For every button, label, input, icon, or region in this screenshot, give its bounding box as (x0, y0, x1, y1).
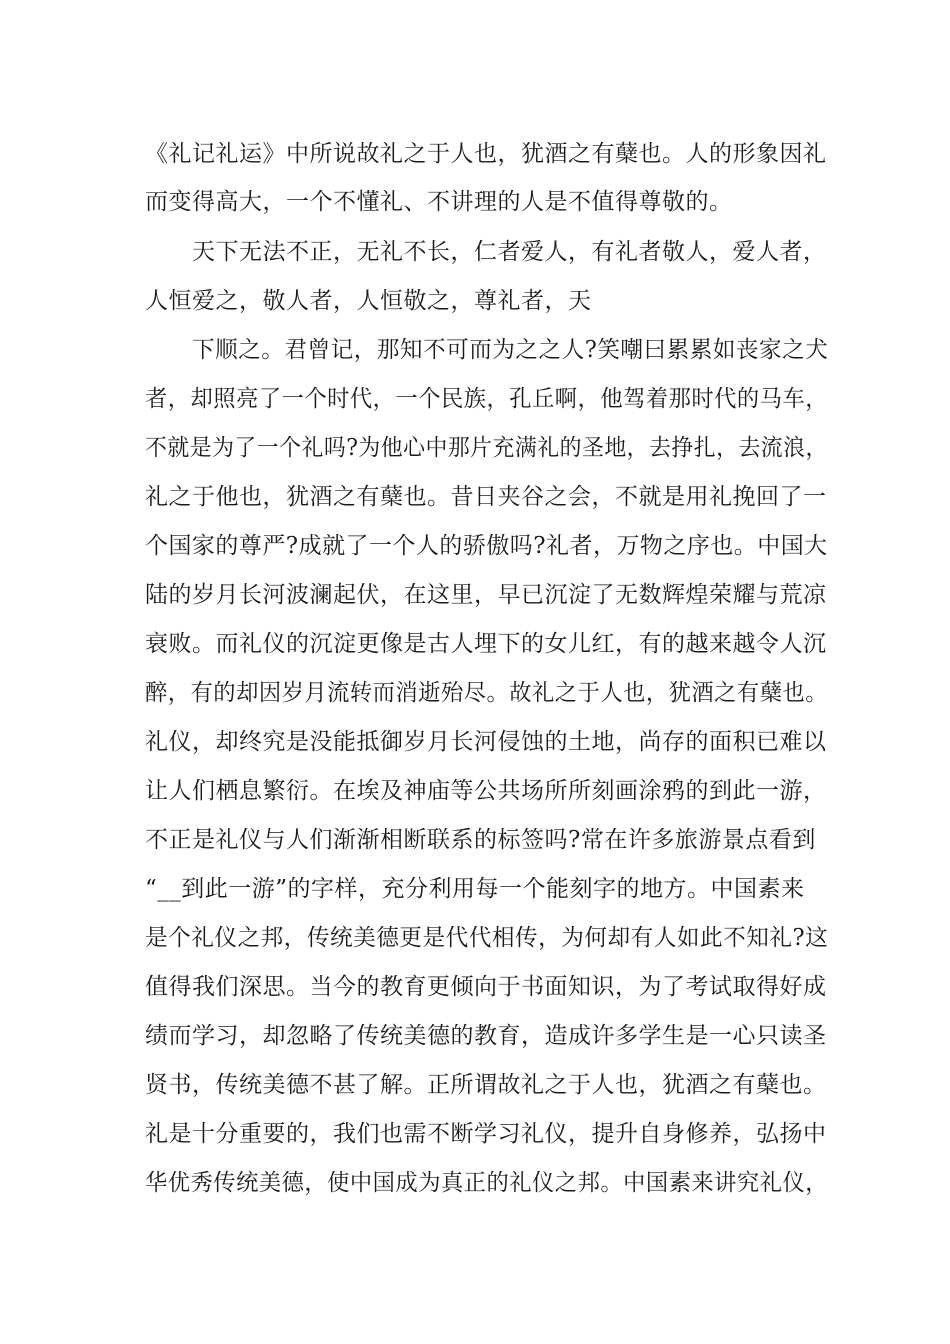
text-line: 不就是为了一个礼吗?为他心中那片充满礼的圣地，去挣扎，去流浪， (145, 435, 828, 461)
text-line: 而变得高大，一个不懂礼、不讲理的人是不值得尊敬的。 (145, 189, 733, 215)
text-line: 人恒爱之，敬人者，人恒敬之，尊礼者，天 (145, 288, 592, 314)
text-line: 让人们栖息繁衍。在埃及神庙等公共场所所刻画涂鸦的到此一游， (145, 778, 827, 804)
text-line: 下顺之。君曾记，那知不可而为之之人?笑嘲曰累累如丧家之犬 (192, 337, 829, 363)
text-line: 值得我们深思。当今的教育更倾向于书面知识，为了考试取得好成 (145, 974, 827, 1000)
text-line: 醉，有的却因岁月流转而消逝殆尽。故礼之于人也，犹酒之有蘖也。 (145, 680, 829, 706)
text-line: 华优秀传统美德，使中国成为真正的礼仪之邦。中国素来讲究礼仪， (145, 1170, 829, 1196)
text-line: 绩而学习，却忽略了传统美德的教育，造成许多学生是一心只读圣 (145, 1023, 827, 1049)
text-line: 《礼记礼运》中所说故礼之于人也，犹酒之有蘖也。人的形象因礼 (145, 141, 827, 167)
text-line: 个国家的尊严?成就了一个人的骄傲吗?礼者，万物之序也。中国大 (145, 533, 828, 559)
text-line: 礼仪，却终究是没能抵御岁月长河侵蚀的土地，尚存的面积已难以 (145, 729, 827, 755)
text-line: 礼之于他也，犹酒之有蘖也。昔日夹谷之会，不就是用礼挽回了一 (145, 484, 827, 510)
text-line: 天下无法不正，无礼不长，仁者爱人，有礼者敬人，爱人者， (192, 239, 827, 265)
text-line: “__到此一游”的字样，充分利用每一个能刻字的地方。中国素来 (145, 876, 805, 902)
text-line: 衰败。而礼仪的沉淀更像是古人埋下的女儿红，有的越来越令人沉 (145, 631, 827, 657)
text-line: 礼是十分重要的，我们也需不断学习礼仪，提升自身修养，弘扬中 (145, 1121, 827, 1147)
text-line: 陆的岁月长河波澜起伏，在这里，早已沉淀了无数辉煌荣耀与荒凉 (145, 582, 827, 608)
text-line: 贤书，传统美德不甚了解。正所谓故礼之于人也，犹酒之有蘖也。 (145, 1072, 827, 1098)
text-line: 者，却照亮了一个时代，一个民族，孔丘啊，他驾着那时代的马车， (145, 386, 829, 412)
text-line: 不正是礼仪与人们渐渐相断联系的标签吗?常在许多旅游景点看到 (145, 827, 816, 853)
text-line: 是个礼仪之邦，传统美德更是代代相传，为何却有人如此不知礼?这 (145, 925, 829, 951)
